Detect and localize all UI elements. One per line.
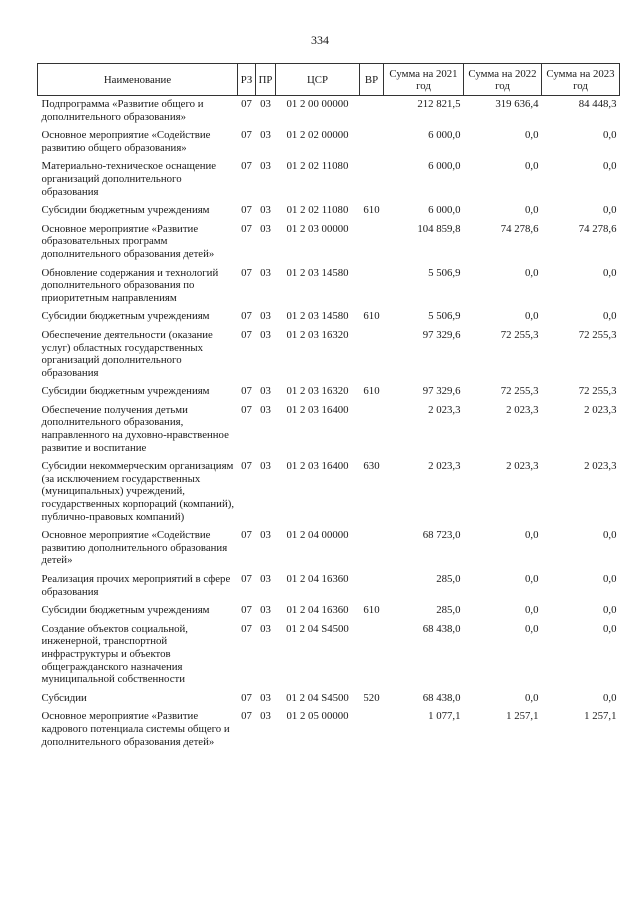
header-csr: ЦСР — [276, 64, 360, 96]
row-sum-2023: 2 023,3 — [584, 460, 617, 473]
row-rz: 07 — [241, 529, 252, 542]
row-rz: 07 — [241, 266, 252, 279]
table-row — [38, 127, 620, 158]
row-sum-2022: 0,0 — [525, 691, 539, 704]
row-name: Субсидии бюджетным учреждениям — [41, 385, 210, 398]
row-pr: 03 — [260, 98, 271, 110]
row-vr: 610 — [363, 385, 380, 398]
row-rz: 07 — [241, 385, 252, 398]
table-row — [38, 602, 620, 621]
row-name: Основное мероприятие «Содействие развитию общего образования» — [41, 129, 211, 154]
header-sum-2022: Сумма на 2022 год — [464, 64, 542, 96]
table-row — [38, 308, 620, 327]
row-rz: 07 — [241, 604, 252, 617]
row-csr: 01 2 04 S4500 — [286, 622, 349, 635]
header-vr: ВР — [360, 64, 384, 96]
row-csr: 01 2 03 14580 — [286, 266, 349, 279]
row-pr: 03 — [260, 529, 271, 542]
table-header-row — [38, 64, 620, 96]
row-csr: 01 2 04 S4500 — [286, 691, 349, 704]
row-vr — [360, 402, 384, 458]
row-pr: 03 — [260, 385, 271, 398]
row-sum-2022: 2 023,3 — [506, 403, 539, 416]
row-csr: 01 2 03 00000 — [286, 222, 349, 235]
row-sum-2023: 0,0 — [603, 160, 617, 173]
row-vr — [360, 96, 384, 128]
row-rz: 07 — [241, 460, 252, 473]
row-pr: 03 — [260, 310, 271, 323]
row-vr: 630 — [363, 460, 380, 473]
row-sum-2022: 0,0 — [525, 204, 539, 217]
row-sum-2022: 2 023,3 — [506, 460, 539, 473]
table-row — [38, 621, 620, 690]
row-pr: 03 — [260, 604, 271, 617]
row-csr: 01 2 05 00000 — [286, 710, 349, 723]
table-row — [38, 327, 620, 383]
row-sum-2023: 0,0 — [603, 622, 617, 635]
row-sum-2022: 72 255,3 — [500, 328, 539, 341]
row-vr — [360, 571, 384, 602]
header-pr: ПР — [256, 64, 276, 96]
row-sum-2021: 68 438,0 — [422, 691, 461, 704]
row-rz: 07 — [241, 573, 252, 585]
row-vr — [360, 265, 384, 309]
row-pr: 03 — [260, 691, 271, 704]
row-csr: 01 2 02 00000 — [286, 129, 349, 142]
table-row — [38, 158, 620, 202]
row-rz: 07 — [241, 129, 252, 142]
row-sum-2021: 285,0 — [436, 573, 461, 585]
row-sum-2021: 6 000,0 — [428, 129, 461, 142]
table-row — [38, 708, 620, 752]
row-sum-2023: 72 255,3 — [578, 328, 617, 341]
row-sum-2022: 0,0 — [525, 160, 539, 173]
row-pr: 03 — [260, 204, 271, 217]
row-sum-2021: 68 723,0 — [422, 529, 461, 542]
row-pr: 03 — [260, 710, 271, 723]
row-sum-2022: 0,0 — [525, 310, 539, 323]
row-name: Основное мероприятие «Содействие развитию дополнительного образования детей» — [41, 529, 228, 567]
row-sum-2021: 2 023,3 — [428, 460, 461, 473]
row-name: Основное мероприятие «Развитие образовательных программ дополнительного образования детей» — [41, 222, 215, 260]
row-sum-2021: 1 077,1 — [428, 710, 461, 723]
row-name: Обновление содержания и технологий дополнительного образования по приоритетным направлениям — [41, 266, 219, 304]
row-csr: 01 2 03 14580 — [286, 310, 349, 323]
row-sum-2022: 72 255,3 — [500, 385, 539, 398]
row-name: Создание объектов социальной, инженерной, транспортной инфраструктуры и объектов общегражданского назначения муниципальной собственности — [41, 622, 188, 686]
row-sum-2023: 0,0 — [603, 691, 617, 704]
row-rz: 07 — [241, 98, 252, 110]
header-name: Наименование — [38, 64, 238, 96]
row-pr: 03 — [260, 573, 271, 585]
row-name: Реализация прочих мероприятий в сфере образования — [41, 573, 231, 598]
table-row — [38, 458, 620, 527]
row-sum-2022: 0,0 — [525, 129, 539, 142]
row-csr: 01 2 03 16400 — [286, 460, 349, 473]
row-csr: 01 2 04 16360 — [286, 604, 349, 617]
row-pr: 03 — [260, 328, 271, 341]
row-sum-2021: 6 000,0 — [428, 160, 461, 173]
table-row — [38, 402, 620, 458]
row-vr — [360, 527, 384, 571]
row-sum-2021: 68 438,0 — [422, 622, 461, 635]
row-rz: 07 — [241, 310, 252, 323]
row-sum-2023: 74 278,6 — [578, 222, 617, 235]
table-row — [38, 221, 620, 265]
row-name: Материально-техническое оснащение организаций дополнительного образования — [41, 160, 217, 198]
row-rz: 07 — [241, 710, 252, 723]
table-body — [38, 96, 620, 753]
row-csr: 01 2 02 11080 — [286, 204, 349, 217]
row-sum-2022: 74 278,6 — [500, 222, 539, 235]
row-pr: 03 — [260, 403, 271, 416]
row-vr — [360, 708, 384, 752]
row-sum-2022: 1 257,1 — [506, 710, 539, 723]
row-pr: 03 — [260, 460, 271, 473]
table-row — [38, 571, 620, 602]
row-sum-2021: 212 821,5 — [417, 98, 461, 110]
row-sum-2022: 0,0 — [525, 622, 539, 635]
row-sum-2023: 0,0 — [603, 573, 617, 585]
row-name: Обеспечение получения детьми дополнительного образования, направленного на духовно-нравственное развитие и воспитание — [41, 403, 229, 454]
table-row — [38, 383, 620, 402]
row-vr — [360, 127, 384, 158]
row-sum-2021: 104 859,8 — [417, 222, 461, 235]
row-vr — [360, 158, 384, 202]
row-csr: 01 2 04 00000 — [286, 529, 349, 542]
row-sum-2023: 84 448,3 — [578, 98, 617, 110]
row-sum-2023: 0,0 — [603, 266, 617, 279]
row-sum-2023: 72 255,3 — [578, 385, 617, 398]
row-name: Субсидии бюджетным учреждениям — [41, 204, 210, 217]
row-sum-2021: 97 329,6 — [422, 385, 461, 398]
row-sum-2023: 1 257,1 — [584, 710, 617, 723]
row-name: Субсидии некоммерческим организациям (за исключением государственных (муниципальных) учреждений, государственных корпораций (компаний), публично-правовых компаний) — [41, 460, 235, 523]
row-name: Субсидии бюджетным учреждениям — [41, 310, 210, 323]
row-sum-2021: 5 506,9 — [428, 266, 461, 279]
row-sum-2022: 0,0 — [525, 573, 539, 585]
row-sum-2021: 5 506,9 — [428, 310, 461, 323]
row-csr: 01 2 02 11080 — [286, 160, 349, 173]
row-vr: 520 — [363, 691, 380, 704]
header-sum-2023: Сумма на 2023 год — [542, 64, 620, 96]
row-sum-2023: 0,0 — [603, 529, 617, 542]
table-row — [38, 96, 620, 128]
row-sum-2022: 0,0 — [525, 604, 539, 617]
header-sum-2021: Сумма на 2021 год — [384, 64, 464, 96]
row-sum-2023: 0,0 — [603, 129, 617, 142]
row-csr: 01 2 03 16320 — [286, 328, 349, 341]
row-csr: 01 2 03 16400 — [286, 403, 349, 416]
row-sum-2023: 0,0 — [603, 310, 617, 323]
row-sum-2021: 97 329,6 — [422, 328, 461, 341]
row-csr: 01 2 03 16320 — [286, 385, 349, 398]
row-name: Подпрограмма «Развитие общего и дополнительного образования» — [41, 98, 204, 123]
row-sum-2022: 0,0 — [525, 266, 539, 279]
budget-table — [37, 63, 620, 752]
row-name: Субсидии бюджетным учреждениям — [41, 604, 210, 617]
row-rz: 07 — [241, 622, 252, 635]
row-pr: 03 — [260, 622, 271, 635]
row-rz: 07 — [241, 328, 252, 341]
row-pr: 03 — [260, 222, 271, 235]
header-rz: РЗ — [238, 64, 256, 96]
page-number: 334 — [311, 33, 329, 47]
row-name: Основное мероприятие «Развитие кадрового потенциала системы общего и дополнительного образования детей» — [41, 710, 230, 748]
row-sum-2021: 285,0 — [436, 604, 461, 617]
row-csr: 01 2 00 00000 — [286, 98, 349, 110]
row-vr: 610 — [363, 310, 380, 323]
row-vr — [360, 221, 384, 265]
row-rz: 07 — [241, 691, 252, 704]
table-row — [38, 265, 620, 309]
row-sum-2021: 2 023,3 — [428, 403, 461, 416]
table-row — [38, 202, 620, 221]
row-name: Субсидии — [41, 691, 87, 704]
row-sum-2022: 0,0 — [525, 529, 539, 542]
row-vr — [360, 621, 384, 690]
table-row — [38, 690, 620, 709]
row-vr — [360, 327, 384, 383]
row-sum-2023: 0,0 — [603, 604, 617, 617]
row-pr: 03 — [260, 160, 271, 173]
row-pr: 03 — [260, 266, 271, 279]
row-name: Обеспечение деятельности (оказание услуг) областных государственных организаций дополнительного образования — [41, 328, 213, 379]
row-rz: 07 — [241, 160, 252, 173]
row-vr: 610 — [363, 604, 380, 617]
row-rz: 07 — [241, 403, 252, 416]
row-pr: 03 — [260, 129, 271, 142]
row-vr: 610 — [363, 204, 380, 217]
row-sum-2022: 319 636,4 — [495, 98, 539, 110]
row-rz: 07 — [241, 222, 252, 235]
table-row — [38, 527, 620, 571]
row-csr: 01 2 04 16360 — [286, 573, 349, 585]
row-sum-2023: 0,0 — [603, 204, 617, 217]
row-sum-2021: 6 000,0 — [428, 204, 461, 217]
row-sum-2023: 2 023,3 — [584, 403, 617, 416]
row-rz: 07 — [241, 204, 252, 217]
